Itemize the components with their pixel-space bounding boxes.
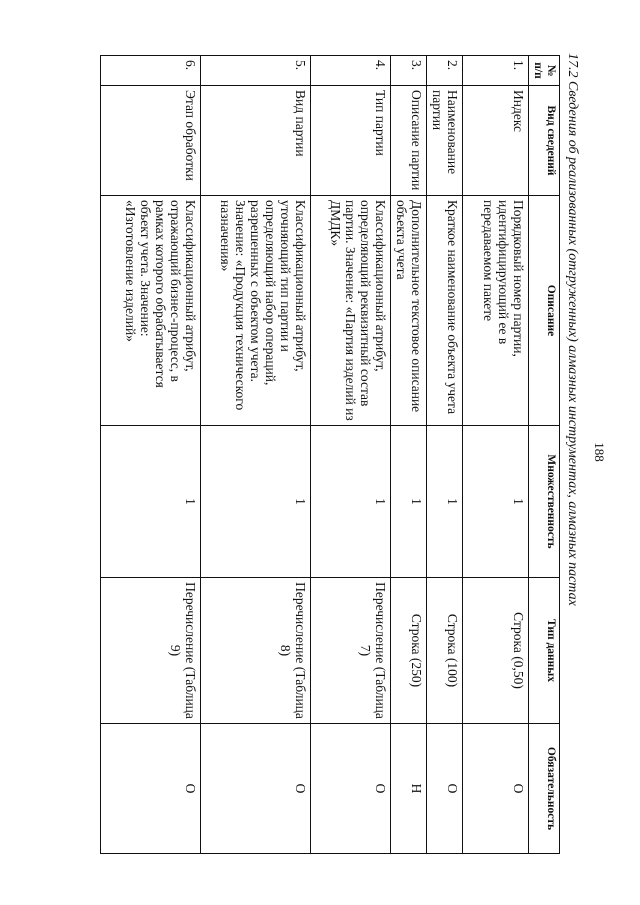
row-num: 6.	[101, 56, 201, 86]
table-row	[101, 56, 201, 854]
row-required: О	[463, 724, 529, 854]
row-required: О	[311, 724, 391, 854]
row-name: Этап обработки	[101, 86, 201, 196]
row-required: О	[427, 724, 463, 854]
section-title: 17.2 Сведения об реализованных (отгруженных) алмазных инструментах, алмазных пастах	[565, 53, 580, 606]
row-data-type: Строка (250)	[391, 578, 427, 724]
header-data-type: Тип данных	[529, 578, 560, 724]
header-description: Описание	[529, 196, 560, 426]
row-multiplicity: 1	[427, 426, 463, 578]
row-num: 5.	[201, 56, 311, 86]
row-num: 1.	[463, 56, 529, 86]
table-row	[201, 56, 311, 854]
row-name: Наименование партии	[427, 86, 463, 196]
row-multiplicity: 1	[391, 426, 427, 578]
data-table	[100, 55, 560, 854]
row-description: Классификационный атрибут, уточняющий тип партии и определяющий набор операций, разрешенных с объектом учета. Значение: «Продукция технического назначения»	[201, 196, 311, 426]
table-row	[427, 56, 463, 854]
table-row	[463, 56, 529, 854]
row-data-type: Строка (0,50)	[463, 578, 529, 724]
page-number: 188	[591, 442, 607, 462]
header-multiplicity: Множественность	[529, 426, 560, 578]
row-multiplicity: 1	[101, 426, 201, 578]
row-description: Краткое наименование объекта учета	[427, 196, 463, 426]
header-required: Обязательность	[529, 724, 560, 854]
rotated-sheet	[61, 47, 581, 857]
header-row	[529, 56, 560, 854]
table-row	[311, 56, 391, 854]
row-name: Индекс	[463, 86, 529, 196]
row-num: 4.	[311, 56, 391, 86]
row-description: Классификационный атрибут, определяющий реквизитный состав партии. Значение: «Партия изделий из ДМДК»	[311, 196, 391, 426]
row-name: Тип партии	[311, 86, 391, 196]
table-row	[391, 56, 427, 854]
row-description: Порядковый номер партии, идентифицирующий ее в передаваемом пакете	[463, 196, 529, 426]
row-description: Дополнительное текстовое описание объекта учета	[391, 196, 427, 426]
row-num: 3.	[391, 56, 427, 86]
row-data-type: Строка (100)	[427, 578, 463, 724]
row-data-type: Перечисление (Таблица 7)	[311, 578, 391, 724]
row-required: О	[101, 724, 201, 854]
row-required: О	[201, 724, 311, 854]
row-required: Н	[391, 724, 427, 854]
header-num: № п/п	[529, 56, 560, 86]
row-name: Описание партии	[391, 86, 427, 196]
row-num: 2.	[427, 56, 463, 86]
row-data-type: Перечисление (Таблица 9)	[101, 578, 201, 724]
row-multiplicity: 1	[311, 426, 391, 578]
row-data-type: Перечисление (Таблица 8)	[201, 578, 311, 724]
row-description: Классификационный атрибут, отражающий бизнес-процесс, в рамках которого обрабатывается объект учета. Значение: «Изготовление изделий»	[101, 196, 201, 426]
row-multiplicity: 1	[463, 426, 529, 578]
row-name: Вид партии	[201, 86, 311, 196]
header-name: Вид сведений	[529, 86, 560, 196]
row-multiplicity: 1	[201, 426, 311, 578]
